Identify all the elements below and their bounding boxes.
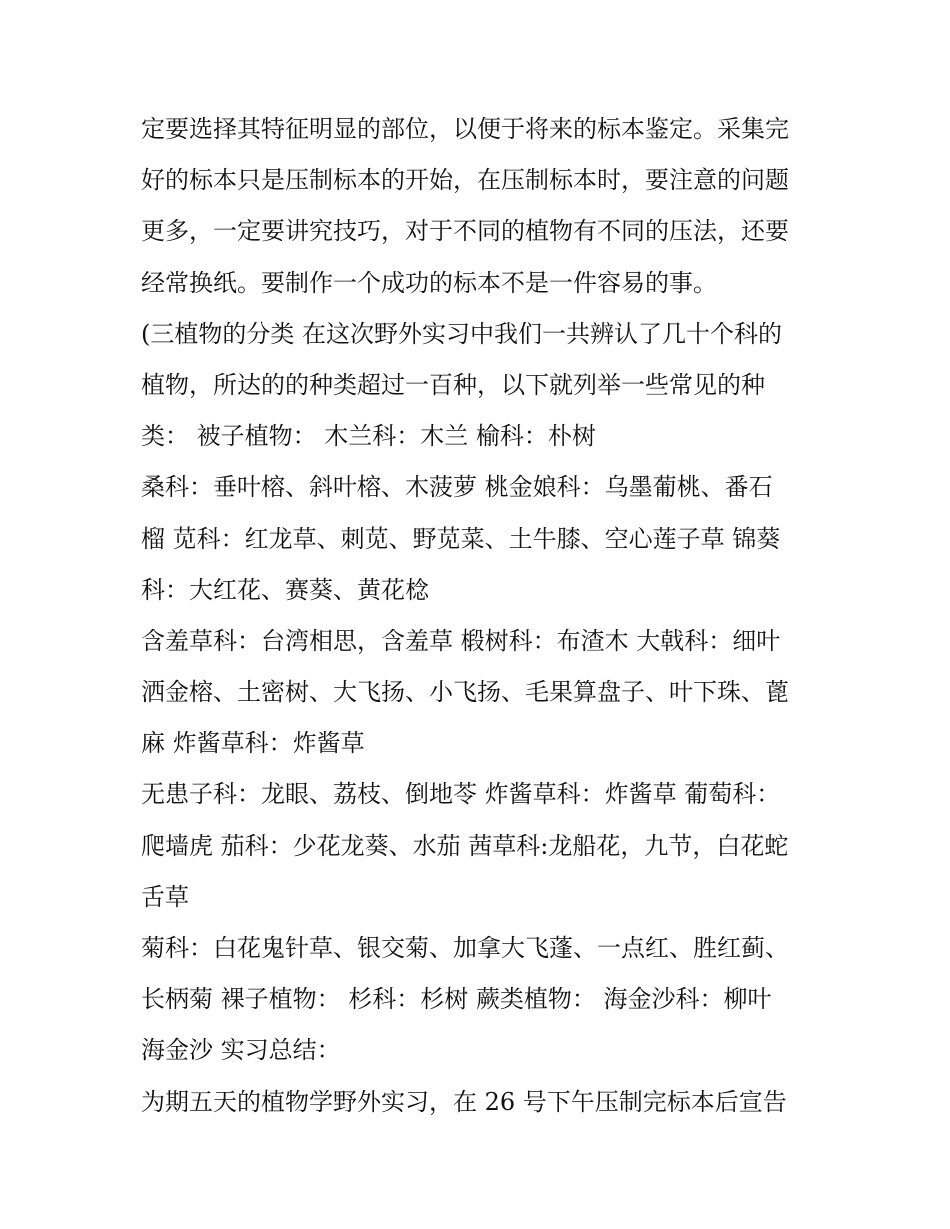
body-text xyxy=(141,104,821,1128)
text-line: 无患子科：龙眼、荔枝、倒地苓 炸酱草科：炸酱草 葡萄科： xyxy=(141,780,781,809)
text-line: 定要选择其特征明显的部位，以便于将来的标本鉴定。采集完 xyxy=(141,115,789,143)
text-line: (三植物的分类 在这次野外实习中我们一共辨认了几十个科的 xyxy=(141,319,782,348)
text-line: 类： 被子植物： 木兰科：木兰 榆科：朴树 xyxy=(141,422,596,451)
text-line: 经常换纸。要制作一个成功的标本不是一件容易的事。 xyxy=(141,268,717,297)
text-line: 舌草 xyxy=(141,882,189,911)
text-line: 长柄菊 裸子植物： 杉科：杉树 蕨类植物： 海金沙科：柳叶 xyxy=(141,985,772,1014)
text-line: 洒金榕、土密树、大飞扬、小飞扬、毛果算盘子、叶下珠、蓖 xyxy=(141,678,789,707)
text-line: 好的标本只是压制标本的开始，在压制标本时，要注意的问题 xyxy=(141,166,789,195)
text-line: 含羞草科：台湾相思，含羞草 椴树科：布渣木 大戟科：细叶 xyxy=(141,626,781,655)
text-line: 科：大红花、赛葵、黄花棯 xyxy=(141,575,429,604)
text-line: 麻 炸酱草科：炸酱草 xyxy=(141,729,365,758)
text-line: 更多，一定要讲究技巧，对于不同的植物有不同的压法，还要 xyxy=(141,217,789,246)
text-line: 为期五天的植物学野外实习，在 26 号下午压制完标本后宣告 xyxy=(141,1087,787,1116)
text-line: 爬墙虎 茄科：少花龙葵、水茄 茜草科:龙船花，九节，白花蛇 xyxy=(141,831,789,860)
text-line: 桑科：垂叶榕、斜叶榕、木菠萝 桃金娘科：乌墨葡桃、番石 xyxy=(141,473,773,502)
text-line: 菊科：白花鬼针草、银交菊、加拿大飞蓬、一点红、胜红蓟、 xyxy=(141,934,789,962)
text-line: 植物，所达的的种类超过一百种，以下就列举一些常见的种 xyxy=(141,370,765,399)
text-line: 海金沙 实习总结： xyxy=(141,1036,341,1065)
text-line: 榴 苋科：红龙草、刺苋、野苋菜、土牛膝、空心莲子草 锦葵 xyxy=(141,524,781,553)
